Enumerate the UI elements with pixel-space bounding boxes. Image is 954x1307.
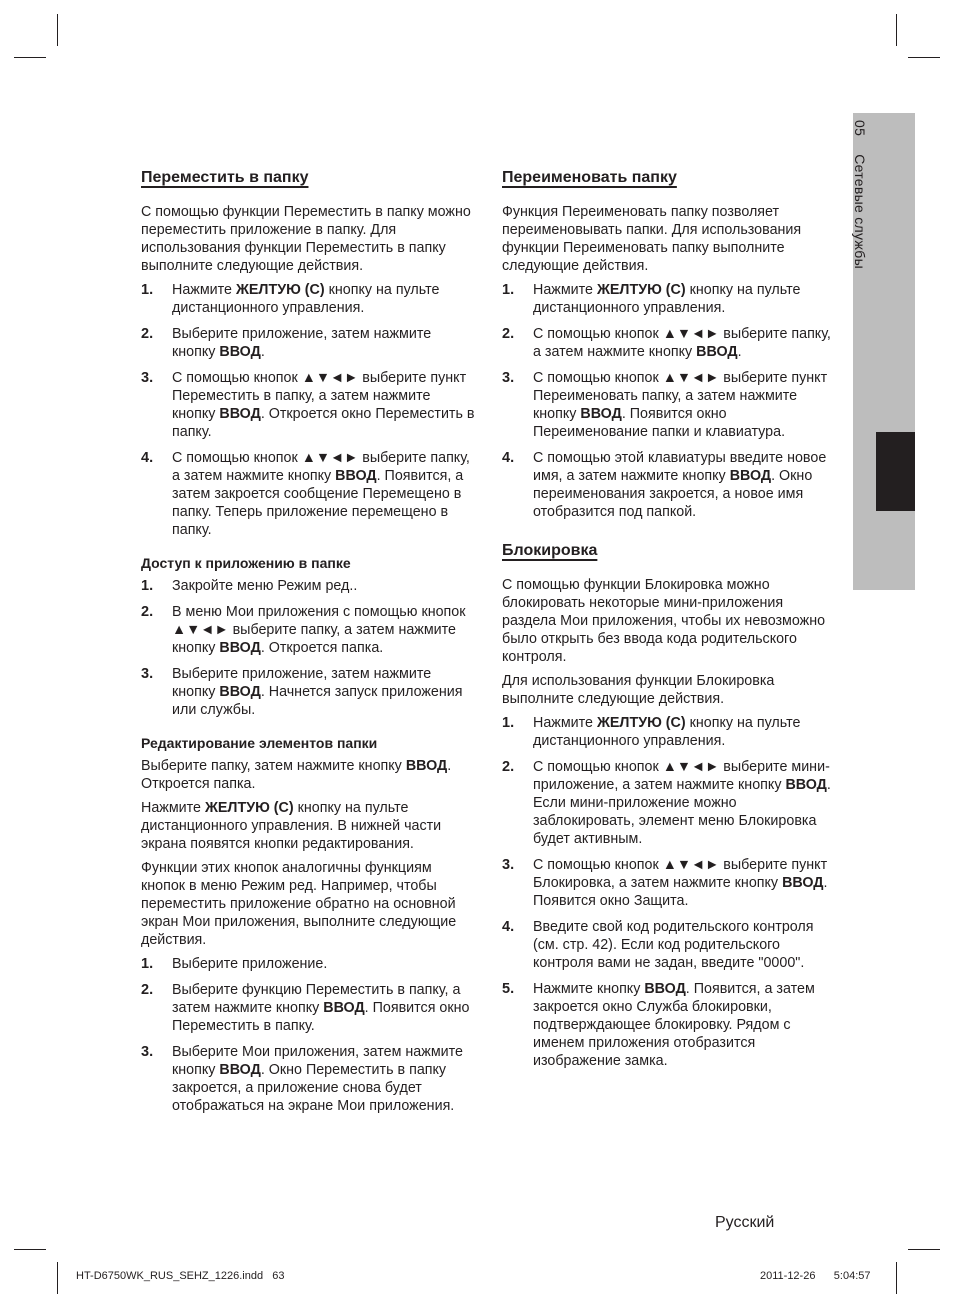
step-key-name: ЖЕЛТУЮ (C)	[235, 282, 325, 298]
step-text: Выберите приложение.	[172, 956, 328, 972]
step-key-name: ВВОД	[782, 875, 824, 891]
subsection-title: Редактирование элементов папки	[141, 735, 378, 751]
chapter-tab-marker	[876, 432, 915, 511]
step-text: кнопку на пульте дистанционного управления.	[533, 715, 801, 749]
step-text: Выберите приложение, затем нажмите кнопку	[172, 326, 432, 360]
subsection-title: Доступ к приложению в папке	[141, 555, 351, 571]
step-text: С помощью кнопок ▲▼◄► выберите пункт Блокировка, а затем нажмите кнопку	[533, 857, 828, 891]
step-text: С помощью кнопок ▲▼◄► выберите мини-приложение, а затем нажмите кнопку	[533, 759, 830, 793]
step-key-name: ЖЕЛТУЮ (C)	[596, 282, 686, 298]
step-key-name: ВВОД	[219, 1062, 261, 1078]
step-text: . Появится, а затем закроется сообщение Перемещено в папку. Теперь приложение перемещено в папку.	[172, 468, 464, 538]
paragraph: Нажмите ЖЕЛТУЮ (C) кнопку на пульте дистанционного управления. В нижней части экрана появятся кнопки редактирования.	[141, 800, 442, 852]
step-item	[502, 980, 838, 1070]
step-key-name: ВВОД	[335, 468, 377, 484]
paragraph: Функции этих кнопок аналогичны функциям кнопок в меню Режим ред. Например, чтобы переместить приложение обратно на основной экран Мои приложения, выполните следующие действия.	[141, 860, 457, 948]
step-text: . Окно переименования закроется, а новое имя отобразится под папкой.	[533, 468, 813, 520]
step-text: . Появится окно Защита.	[533, 875, 828, 909]
step-item	[502, 369, 838, 441]
folder-access-section	[141, 553, 477, 719]
step-text: С помощью кнопок ▲▼◄► выберите папку, а затем нажмите кнопку	[533, 326, 831, 360]
step-key-name: ВВОД	[644, 981, 686, 997]
section-title: Переместить в папку	[141, 169, 309, 186]
step-item	[141, 981, 477, 1035]
steps-list	[502, 714, 838, 1070]
step-number: 4.	[502, 450, 515, 466]
crop-mark	[908, 57, 940, 58]
step-text: В меню Мои приложения с помощью кнопок ▲▼◄► выберите папку, а затем нажмите кнопку	[172, 604, 466, 656]
step-item	[502, 758, 838, 848]
step-number: 2.	[141, 982, 154, 998]
paragraph: Выберите папку, затем нажмите кнопку ВВОД. Откроется папка.	[141, 758, 452, 792]
section-title: Блокировка	[502, 542, 598, 559]
step-key-name: ЖЕЛТУЮ (C)	[596, 715, 686, 731]
move-to-folder-section	[141, 166, 477, 539]
crop-mark	[896, 14, 897, 46]
step-number: 2.	[141, 604, 154, 620]
step-text: . Если мини-приложение можно заблокировать, элемент меню Блокировка будет активным.	[533, 777, 831, 847]
step-key-name: ВВОД	[580, 406, 622, 422]
folder-edit-section	[141, 733, 477, 1115]
step-key-name: ВВОД	[323, 1000, 365, 1016]
step-text: кнопку на пульте дистанционного управления.	[172, 282, 440, 316]
step-item	[502, 281, 838, 317]
step-number: 1.	[502, 282, 515, 298]
chapter-number: 05	[852, 120, 868, 137]
step-number: 5.	[502, 981, 515, 997]
step-number: 2.	[502, 759, 515, 775]
lock-section	[502, 539, 838, 1070]
step-item	[141, 449, 477, 539]
crop-mark	[908, 1249, 940, 1250]
step-item	[502, 449, 838, 521]
step-item	[502, 856, 838, 910]
step-item	[502, 918, 838, 972]
step-text: Нажмите	[533, 715, 597, 731]
steps-list	[502, 281, 838, 521]
step-text: С помощью кнопок ▲▼◄► выберите пункт Переместить в папку, а затем нажмите кнопку	[172, 370, 467, 422]
step-text: Выберите приложение, затем нажмите кнопку	[172, 666, 432, 700]
step-item	[141, 665, 477, 719]
section-intro: Функция Переименовать папку позволяет переименовывать папки. Для использования функции Переименовать папку выполните следующие действия.	[502, 204, 802, 274]
step-item	[141, 281, 477, 317]
step-text: Выберите функцию Переместить в папку, а затем нажмите кнопку	[172, 982, 461, 1016]
crop-mark	[57, 1262, 58, 1294]
step-item	[141, 955, 477, 973]
crop-mark	[57, 14, 58, 46]
step-text: . Появится, а затем закроется окно Служба блокировки, подтверждающее блокировку. Рядом с именем приложения отобразится изображение замка.	[533, 981, 815, 1069]
rename-folder-section	[502, 166, 838, 521]
step-number: 2.	[141, 326, 154, 342]
step-text: . Появится окно Переместить в папку.	[172, 1000, 470, 1034]
right-column	[502, 166, 838, 1084]
steps-list	[141, 955, 477, 1115]
step-text: Нажмите кнопку	[533, 981, 645, 997]
step-text: кнопку на пульте дистанционного управления.	[533, 282, 801, 316]
step-text: Выберите Мои приложения, затем нажмите кнопку	[172, 1044, 463, 1078]
step-text: .	[737, 344, 742, 360]
section-intro: С помощью функции Переместить в папку можно переместить приложение в папку. Для использования функции Переместить в папку выполните следующие действия.	[141, 204, 471, 274]
step-text: . Появится окно Переименование папки и клавиатура.	[533, 406, 786, 440]
steps-list	[141, 577, 477, 719]
step-number: 3.	[502, 370, 515, 386]
step-number: 4.	[141, 450, 154, 466]
left-column	[141, 166, 477, 1129]
step-number: 4.	[502, 919, 515, 935]
step-item	[141, 577, 477, 595]
step-text: . Окно Переместить в папку закроется, а приложение снова будет отображаться на экране Мои приложения.	[172, 1062, 455, 1114]
step-text: Введите свой код родительского контроля (см. стр. 42). Если код родительского контроля вами не задан, введите "0000".	[533, 919, 814, 971]
step-text: . Начнется запуск приложения или службы.	[172, 684, 463, 718]
step-item	[141, 1043, 477, 1115]
section-title: Переименовать папку	[502, 169, 677, 186]
step-number: 1.	[141, 956, 154, 972]
footer-date-info: 2011-12-26 5:04:57	[760, 1270, 871, 1282]
crop-mark	[14, 1249, 46, 1250]
step-key-name: ВВОД	[785, 777, 827, 793]
step-number: 1.	[141, 282, 154, 298]
section-intro: С помощью функции Блокировка можно блокировать некоторые мини-приложения раздела Мои приложения, чтобы их невозможно было открыть без ввода кода родительского контроля.	[502, 577, 826, 665]
step-text: Нажмите	[533, 282, 597, 298]
steps-list	[141, 281, 477, 539]
section-intro: Для использования функции Блокировка выполните следующие действия.	[502, 673, 775, 707]
step-key-name: ВВОД	[219, 640, 261, 656]
step-text: С помощью кнопок ▲▼◄► выберите пункт Переименовать папку, а затем нажмите кнопку	[533, 370, 828, 422]
step-item	[502, 714, 838, 750]
step-number: 1.	[502, 715, 515, 731]
step-text: . Откроется окно Переместить в папку.	[172, 406, 475, 440]
step-key-name: ВВОД	[219, 344, 261, 360]
step-key-name: ВВОД	[219, 684, 261, 700]
step-key-name: ВВОД	[696, 344, 738, 360]
crop-mark	[14, 57, 46, 58]
step-number: 3.	[141, 666, 154, 682]
step-number: 3.	[141, 370, 154, 386]
step-key-name: ВВОД	[219, 406, 261, 422]
step-key-name: ВВОД	[729, 468, 772, 484]
step-item	[502, 325, 838, 361]
step-text: . Откроется папка.	[260, 640, 384, 656]
chapter-title: Сетевые службы	[852, 154, 868, 269]
page-language: Русский	[715, 1214, 775, 1231]
step-text: Нажмите	[172, 282, 236, 298]
step-item	[141, 325, 477, 361]
step-number: 1.	[141, 578, 154, 594]
step-number: 3.	[141, 1044, 154, 1060]
step-number: 3.	[502, 857, 515, 873]
step-text: С помощью кнопок ▲▼◄► выберите папку, а затем нажмите кнопку	[172, 450, 470, 484]
step-text: Закройте меню Режим ред..	[172, 578, 358, 594]
chapter-label	[852, 120, 868, 269]
step-number: 2.	[502, 326, 515, 342]
crop-mark	[896, 1262, 897, 1294]
footer-file-info: HT-D6750WK_RUS_SEHZ_1226.indd 63	[76, 1270, 285, 1282]
step-text: С помощью этой клавиатуры введите новое имя, а затем нажмите кнопку	[533, 450, 827, 484]
step-text: .	[260, 344, 265, 360]
step-item	[141, 603, 477, 657]
step-item	[141, 369, 477, 441]
